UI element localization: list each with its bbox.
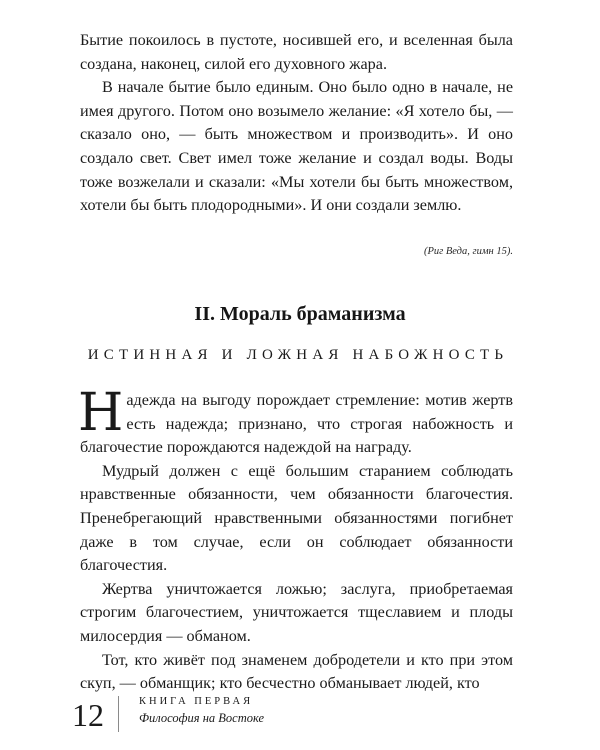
paragraph-3: Жертва уничтожается ложью; заслуга, приобретаемая строгим благочестием, уничтожается тщеславием и плоды милосердия — обманом.: [80, 579, 513, 645]
footer-subtitle: Философия на Востоке: [139, 711, 265, 725]
page-number: 12: [72, 697, 104, 733]
paragraph-top-1: Бытие покоилось в пустоте, носившей его, и вселенная была создана, наконец, силой его духовного жара.: [80, 31, 513, 73]
citation: (Риг Веда, гимн 15).: [423, 246, 513, 257]
bottom-text-block: [78, 383, 513, 696]
footer-divider: [118, 696, 119, 732]
paragraph-first: [78, 383, 513, 460]
subsection-title: ИСТИННАЯ И ЛОЖНАЯ НАБОЖНОСТЬ: [87, 347, 509, 363]
paragraph-top-2: В начале бытие было единым. Оно было одно в начале, не имея другого. Потом оно возымело желание: «Я хотело бы, — сказало оно, — быть множеством и производить». И оно создало свет. Свет имел тоже желание и создал воды. Воды тоже возжелали и сказали: «Мы хотели бы быть множеством, хотели бы быть плодородными». И они создали землю.: [80, 78, 513, 215]
top-text-block: [80, 29, 513, 218]
paragraph-4: Тот, кто живёт под знаменем добродетели и кто при этом скуп, — обманщик; кто бесчестно обманывает людей, кто: [80, 650, 513, 693]
section-title: II. Мораль браманизма: [194, 303, 406, 325]
drop-cap: Н: [78, 383, 124, 443]
paragraph-first-text: адежда на выгоду порождает стремление: мотив жертв есть надежда; признано, что строгая набожность и благочестие порождаются надеждой на награду.: [80, 391, 513, 457]
paragraph-2: Мудрый должен с ещё большим старанием соблюдать нравственные обязанности, чем обязанности благочестия. Пренебрегающий нравственными обязанностями погибнет даже в том случае, если он соблюдает обязанности благочестия.: [80, 461, 513, 575]
footer-book-label: КНИГА ПЕРВАЯ: [139, 696, 254, 707]
